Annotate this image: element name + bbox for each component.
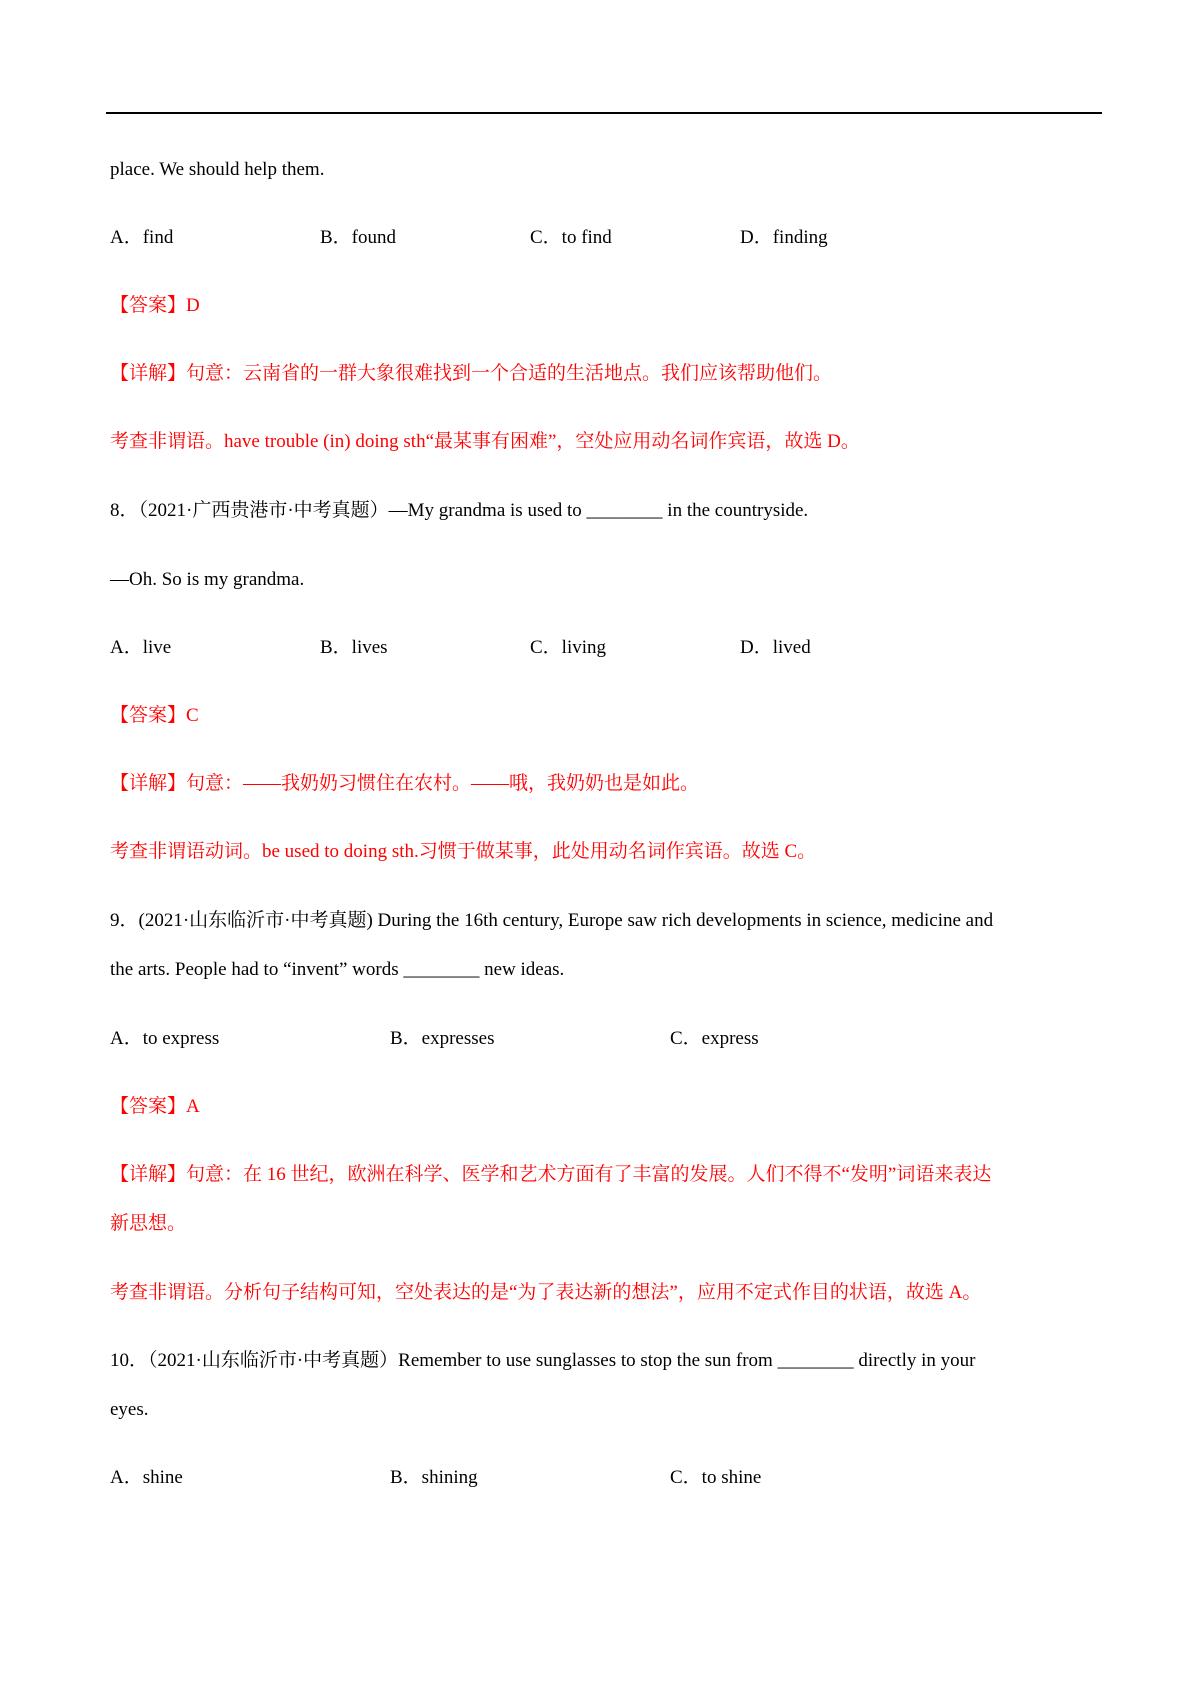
q8-detail: 【详解】句意：——我奶奶习惯住在农村。——哦，我奶奶也是如此。 xyxy=(110,773,700,794)
q7-option-d: D．finding xyxy=(740,227,828,248)
q7-option-a: A．find xyxy=(110,227,174,248)
q9-detail-line2: 新思想。 xyxy=(110,1213,187,1234)
q10-option-c: C．to shine xyxy=(670,1467,762,1488)
q10-stem-line2: eyes. xyxy=(110,1399,149,1420)
q9-option-b: B．expresses xyxy=(390,1028,495,1049)
q10-option-a: A．shine xyxy=(110,1467,183,1488)
q8-stem-reply: —Oh. So is my grandma. xyxy=(110,569,305,590)
q7-detail: 【详解】句意：云南省的一群大象很难找到一个合适的生活地点。我们应该帮助他们。 xyxy=(110,363,833,384)
header-rule xyxy=(106,112,1102,114)
q8-option-d: D．lived xyxy=(740,637,811,658)
q10-stem-line1: 10．（2021·山东临沂市·中考真题）Remember to use sunglasses to stop the sun from ________ directly in your xyxy=(110,1350,976,1371)
q7-option-b: B．found xyxy=(320,227,397,248)
q9-stem-line1: 9．(2021·山东临沂市·中考真题) During the 16th century, Europe saw rich developments in science, medicine and xyxy=(110,910,994,931)
q9-option-c: C．express xyxy=(670,1028,759,1049)
q9-detail-line1: 【详解】句意：在 16 世纪，欧洲在科学、医学和艺术方面有了丰富的发展。人们不得不“发明”词语来表达 xyxy=(110,1164,992,1185)
q8-option-a: A．live xyxy=(110,637,172,658)
q7-option-c: C．to find xyxy=(530,227,612,248)
q10-option-b: B．shining xyxy=(390,1467,478,1488)
q9-stem-line2: the arts. People had to “invent” words ________ new ideas. xyxy=(110,959,565,980)
q8-option-c: C．living xyxy=(530,637,607,658)
q7-answer: 【答案】D xyxy=(110,295,200,316)
q8-stem: 8．（2021·广西贵港市·中考真题）—My grandma is used to ________ in the countryside. xyxy=(110,500,809,521)
q9-analysis: 考查非谓语。分析句子结构可知，空处表达的是“为了表达新的想法”，应用不定式作目的状语，故选 A。 xyxy=(110,1282,982,1303)
q9-answer: 【答案】A xyxy=(110,1096,200,1117)
q9-option-a: A．to express xyxy=(110,1028,220,1049)
q8-option-b: B．lives xyxy=(320,637,388,658)
q8-analysis: 考查非谓语动词。be used to doing sth.习惯于做某事，此处用动名词作宾语。故选 C。 xyxy=(110,841,817,862)
q7-analysis: 考查非谓语。have trouble (in) doing sth“最某事有困难”，空处应用动名词作宾语，故选 D。 xyxy=(110,431,860,452)
q7-stem-tail: place. We should help them. xyxy=(110,159,325,180)
q8-answer: 【答案】C xyxy=(110,705,199,726)
